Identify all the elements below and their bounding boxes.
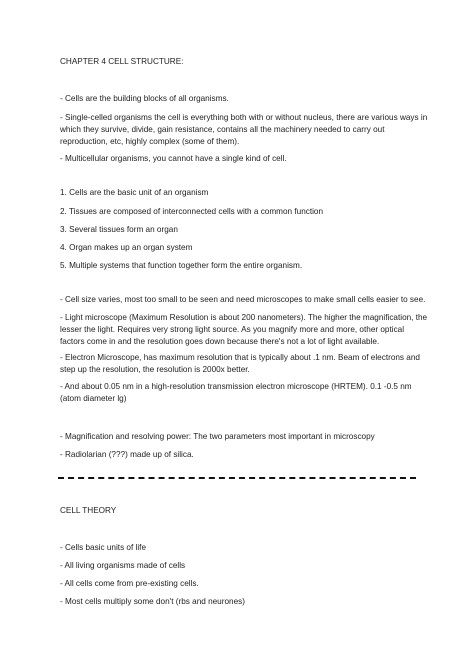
level-item-1: 1. Cells are the basic unit of an organism (60, 188, 209, 197)
extra-bullet-1: - Magnification and resolving power: The two parameters most important in microscopy (60, 432, 375, 441)
level-item-3: 3. Several tissues form an organ (60, 225, 178, 234)
level-item-5: 5. Multiple systems that function together form the entire organism. (60, 261, 303, 270)
chapter-heading: CHAPTER 4 CELL STRUCTURE: (60, 57, 184, 66)
level-item-4: 4. Organ makes up an organ system (60, 243, 193, 252)
section-divider (58, 477, 416, 481)
cell-theory-item-4: - Most cells multiply some don't (rbs and neurones) (60, 597, 245, 606)
intro-bullet-1: - Cells are the building blocks of all organisms. (60, 94, 229, 103)
microscopy-bullet-3: - Electron Microscope, has maximum resolution that is typically about .1 nm. Beam of electrons and step up the resolution, the resolution is 2000x better. (60, 353, 420, 374)
level-item-2: 2. Tissues are composed of interconnected cells with a common function (60, 207, 324, 216)
cell-theory-item-1: - Cells basic units of life (60, 543, 147, 552)
microscopy-bullet-2: - Light microscope (Maximum Resolution is about 200 nanometers). The higher the magnification, the lesser the light. Requires very strong light source. As you magnify more and more, other optical factors come in and the resolution goes down because there's not a lot of light available. (60, 313, 428, 346)
cell-theory-item-2: - All living organisms made of cells (60, 561, 186, 570)
intro-bullet-2: - Single-celled organisms the cell is everything both with or without nucleus, there are various ways in which they survive, divide, gain resistance, contains all the machinery needed to carry out reproduction, etc, highly complex (some of them). (60, 113, 428, 146)
extra-bullet-2: - Radiolarian (???) made up of silica. (60, 450, 194, 459)
intro-bullet-3: - Multicellular organisms, you cannot have a single kind of cell. (60, 154, 287, 163)
cell-theory-item-3: - All cells come from pre-existing cells. (60, 579, 199, 588)
microscopy-bullet-1: - Cell size varies, most too small to be seen and need microscopes to make small cells easier to see. (60, 295, 426, 304)
microscopy-bullet-4: - And about 0.05 nm in a high-resolution transmission electron microscope (HRTEM). 0.1 -0.5 nm (atom diameter lg) (60, 382, 412, 403)
cell-theory-heading: CELL THEORY (60, 506, 117, 515)
